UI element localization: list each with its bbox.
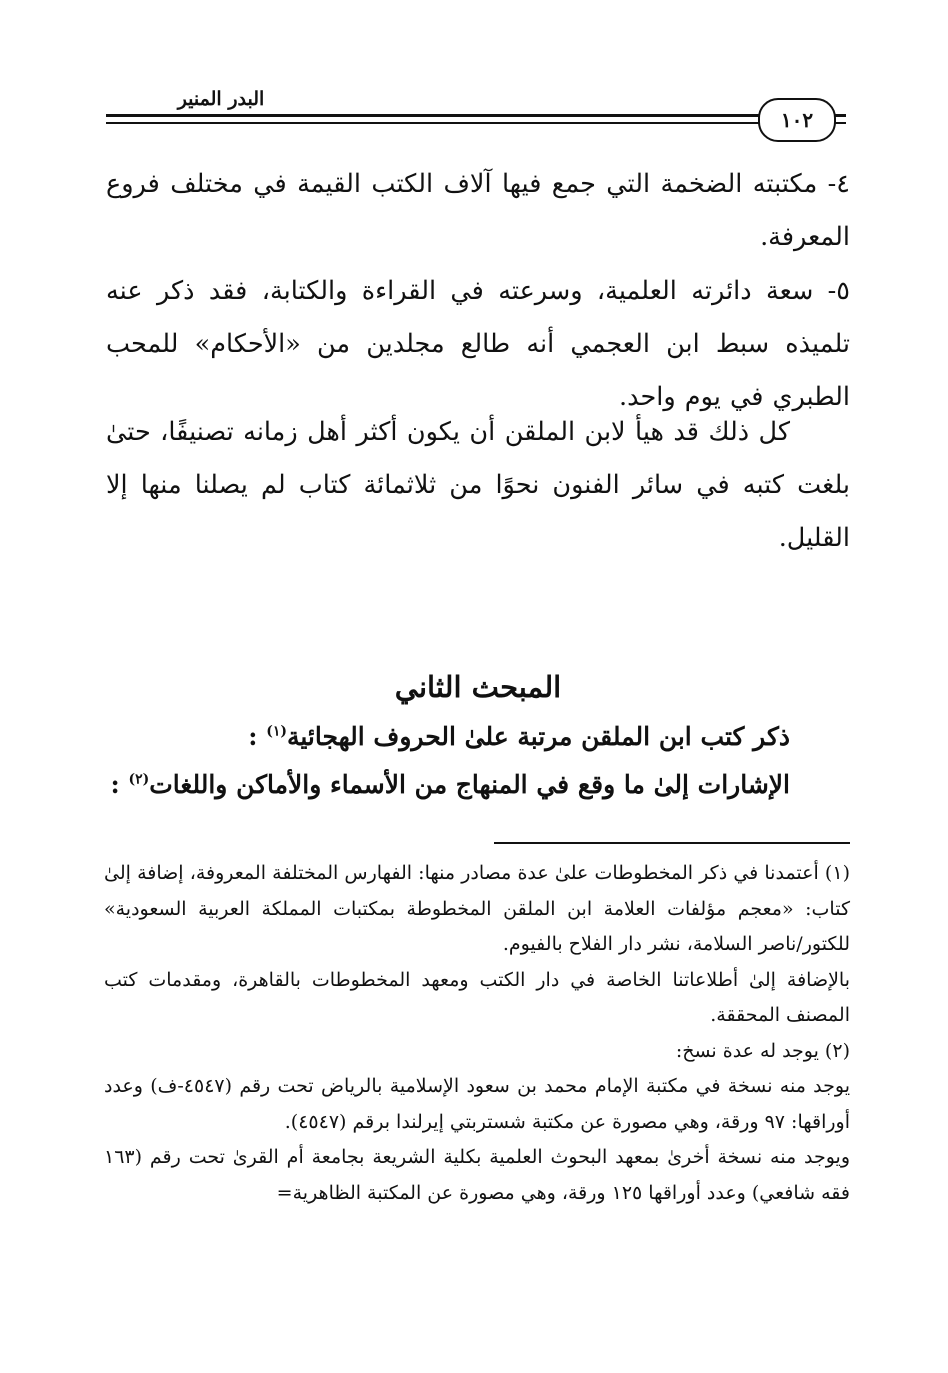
- subtitle-text: الإشارات إلىٰ ما وقع في المنهاج من الأسماء والأماكن واللغات: [149, 770, 790, 799]
- page-number: ١٠٢: [758, 98, 836, 142]
- footnote-2-copy-1: يوجد منه نسخة في مكتبة الإمام محمد بن سعود الإسلامية بالرياض تحت رقم (٤٥٤٧-ف) وعدد أوراقها: ٩٧ ورقة، وهي مصورة عن مكتبة شستربتي إيرلندا برقم (٤٥٤٧).: [104, 1075, 851, 1133]
- footnote-1-main: (١) أعتمدنا في ذكر المخطوطات علىٰ عدة مصادر منها: الفهارس المختلفة المعروفة، إضافة إلىٰ كتاب: «معجم مؤلفات العلامة ابن الملقن المخطوطة بمكتبات المملكة العربية السعودية» للكتور/ناصر السلامة، نشر دار الفلاح بالفيوم.: [104, 862, 850, 955]
- footnote-separator: [494, 842, 850, 844]
- footnote-2-copy-2: ويوجد منه نسخة أخرىٰ بمعهد البحوث العلمية بكلية الشريعة بجامعة أم القرىٰ تحت رقم (١٦٣ فقه شافعي) وعدد أوراقها ١٢٥ ورقة، وهي مصورة عن المكتبة الظاهرية=: [104, 1146, 850, 1204]
- footnotes: [104, 856, 850, 1211]
- paragraph-point-4: [106, 158, 850, 264]
- section-subtitle-1: [248, 722, 790, 751]
- paragraph-text: كل ذلك قد هيأ لابن الملقن أن يكون أكثر أهل زمانه تصنيفًا، حتىٰ بلغت كتبه في سائر الفنون نحوًا من ثلاثمائة كتاب لم يصلنا منها إلا القليل.: [106, 417, 850, 553]
- paragraph-conclusion: [106, 406, 850, 565]
- page-header: [106, 86, 846, 146]
- subtitle-colon: :: [248, 722, 258, 751]
- footnote-ref-2[interactable]: (٢): [128, 771, 150, 788]
- section-subtitle-2: [111, 770, 791, 799]
- running-title: البدر المنير: [146, 86, 296, 114]
- footnote-1-continued: بالإضافة إلىٰ أطلاعاتنا الخاصة في دار الكتب ومعهد المخطوطات بالقاهرة، ومقدمات كتب المصنف المحققة.: [104, 968, 850, 1026]
- subtitle-text: ذكر كتب ابن الملقن مرتبة علىٰ الحروف الهجائية: [286, 722, 790, 751]
- header-rule-top: [106, 114, 846, 117]
- header-rule-bottom: [106, 122, 846, 124]
- paragraph-text: ٤- مكتبته الضخمة التي جمع فيها آلاف الكتب القيمة في مختلف فروع المعرفة.: [106, 169, 850, 252]
- footnote-2-intro: (٢) يوجد له عدة نسخ:: [675, 1039, 850, 1062]
- section-title: المبحث الثاني: [394, 670, 562, 704]
- paragraph-text: ٥- سعة دائرته العلمية، وسرعته في القراءة والكتابة، فقد ذكر عنه تلميذه سبط ابن العجمي أنه طالع مجلدين من «الأحكام» للمحب الطبري في يوم واحد.: [106, 276, 850, 412]
- subtitle-colon: :: [110, 770, 120, 799]
- paragraph-point-5: [106, 265, 850, 424]
- footnote-ref-1[interactable]: (١): [266, 723, 287, 740]
